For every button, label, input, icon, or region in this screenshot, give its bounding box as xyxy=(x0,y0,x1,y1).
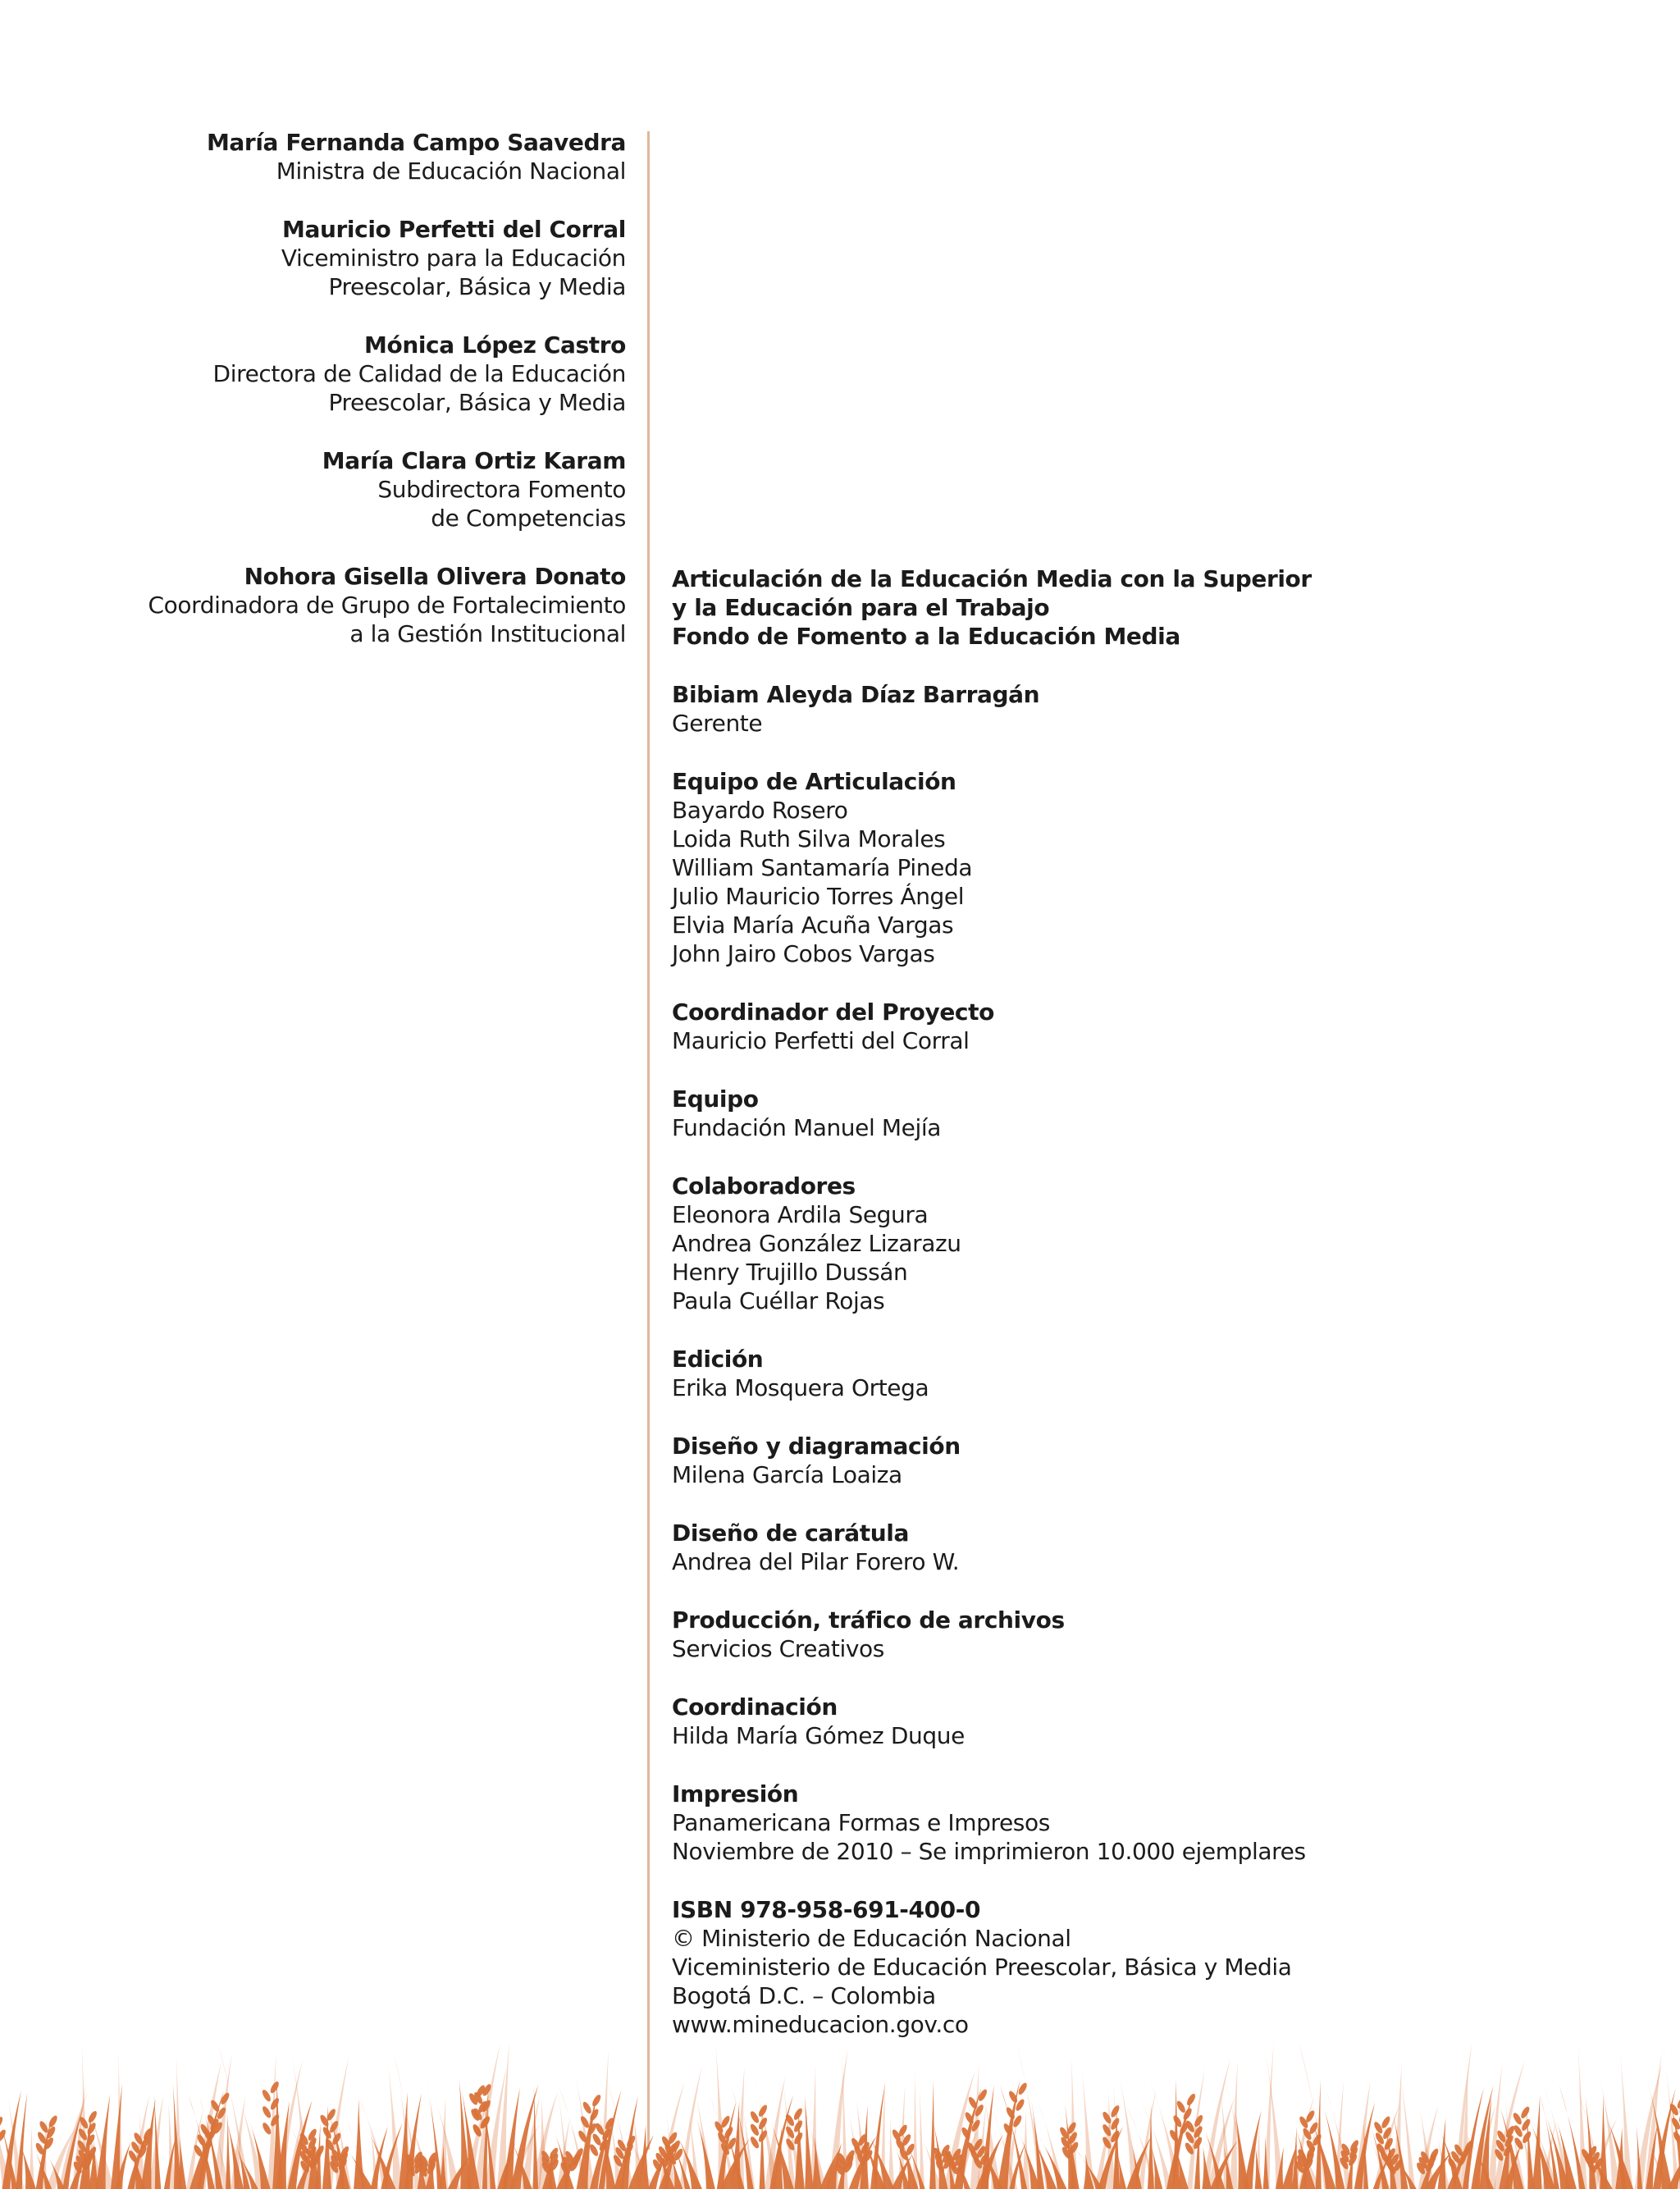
grass-seed xyxy=(792,2107,804,2121)
credit-section xyxy=(672,767,1640,968)
credit-line: Bayardo Rosero xyxy=(672,797,848,824)
credit-section xyxy=(672,1345,1640,1402)
grass-seed xyxy=(1519,2105,1531,2119)
official-role: Directora de Calidad de la Educación xyxy=(212,360,626,387)
credit-line: Milena García Loaiza xyxy=(672,1461,902,1488)
credit-line: Gerente xyxy=(672,710,763,737)
grass-blade xyxy=(795,2108,805,2189)
official-role: Coordinadora de Grupo de Fortalecimiento xyxy=(148,592,626,619)
credit-section xyxy=(672,1606,1640,1663)
credit-line: Mauricio Perfetti del Corral xyxy=(672,1027,970,1054)
official-role: Subdirectora Fomento xyxy=(377,476,626,503)
grass-seed xyxy=(1017,2082,1029,2095)
grass-blade xyxy=(1148,2104,1154,2189)
grass-seed xyxy=(1185,2092,1197,2106)
grass-seed xyxy=(1176,2100,1187,2114)
grass-seed xyxy=(1520,2118,1532,2132)
credit-heading: Diseño de carátula xyxy=(672,1520,910,1547)
project-title xyxy=(672,564,1640,651)
official-entry xyxy=(74,128,626,185)
grass-seed xyxy=(0,2103,2,2117)
grass-decoration xyxy=(0,2035,1680,2189)
credit-line: Paula Cuéllar Rojas xyxy=(672,1287,885,1314)
grass-seed xyxy=(1676,2095,1680,2109)
grass-seed xyxy=(749,2110,760,2124)
credit-section xyxy=(672,998,1640,1055)
official-role: Viceministro para la Educación xyxy=(281,244,626,272)
credit-section xyxy=(672,680,1640,738)
credit-heading: Coordinación xyxy=(672,1693,838,1721)
grass-blade xyxy=(639,2125,650,2189)
official-name: Mónica López Castro xyxy=(364,331,626,359)
credit-heading: Colaboradores xyxy=(672,1172,856,1200)
grass-blade xyxy=(388,2065,402,2189)
credit-line: John Jairo Cobos Vargas xyxy=(672,940,935,967)
credit-line: Andrea González Lizarazu xyxy=(672,1230,961,1257)
grass-seed xyxy=(87,2109,98,2123)
credit-line: Bogotá D.C. – Colombia xyxy=(672,1982,936,2009)
official-entry xyxy=(74,446,626,532)
credit-line: Julio Mauricio Torres Ángel xyxy=(672,883,965,910)
grass-blade xyxy=(929,2080,936,2189)
credit-heading: ISBN 978-958-691-400-0 xyxy=(672,1896,981,1923)
official-name: María Fernanda Campo Saavedra xyxy=(206,129,626,156)
grass-blade xyxy=(1230,2059,1238,2189)
official-entry xyxy=(74,215,626,301)
official-entry xyxy=(74,331,626,417)
project-title-line: Articulación de la Educación Media con la Superior xyxy=(672,565,1312,592)
credit-line: Hilda María Gómez Duque xyxy=(672,1722,965,1749)
grass-seed xyxy=(749,2136,760,2150)
credit-heading: Bibiam Aleyda Díaz Barragán xyxy=(672,681,1040,708)
grass-blade xyxy=(760,2104,765,2189)
grass-blade xyxy=(1585,2095,1596,2189)
credits-column xyxy=(672,564,1640,2068)
official-entry xyxy=(74,562,626,648)
grass-seed xyxy=(1193,2114,1204,2127)
credit-section xyxy=(672,1519,1640,1576)
grass-seed xyxy=(269,2114,281,2127)
credit-line: Henry Trujillo Dussán xyxy=(672,1259,908,1286)
credit-line: Noviembre de 2010 – Se imprimieron 10.000 ejemplares xyxy=(672,1838,1306,1865)
grass-seed xyxy=(757,2116,769,2130)
official-name: Nohora Gisella Olivera Donato xyxy=(244,563,626,590)
credit-heading: Impresión xyxy=(672,1780,799,1807)
official-role: Preescolar, Básica y Media xyxy=(328,389,626,416)
grass-seed xyxy=(0,2116,4,2130)
official-role: a la Gestión Institucional xyxy=(349,620,626,647)
official-name: Mauricio Perfetti del Corral xyxy=(282,216,626,243)
credit-heading: Equipo de Articulación xyxy=(672,768,956,795)
credit-heading: Edición xyxy=(672,1346,764,1373)
credit-line: William Santamaría Pineda xyxy=(672,854,973,881)
credit-section xyxy=(672,1085,1640,1142)
grass-seed xyxy=(1513,2124,1524,2138)
project-title-line: Fondo de Fomento a la Educación Media xyxy=(672,623,1180,650)
credit-section xyxy=(672,1895,1640,2039)
project-title-line: y la Educación para el Trabajo xyxy=(672,594,1050,621)
credit-section xyxy=(672,1693,1640,1750)
official-role: Ministra de Educación Nacional xyxy=(276,158,626,185)
credit-line: Elvia María Acuña Vargas xyxy=(672,912,954,939)
credit-section xyxy=(672,1780,1640,1866)
grass-seed xyxy=(749,2123,760,2136)
credit-line: Eleonora Ardila Segura xyxy=(672,1201,929,1228)
credit-line: Loida Ruth Silva Morales xyxy=(672,825,946,852)
grass-seed xyxy=(1171,2114,1183,2128)
credit-section xyxy=(672,1432,1640,1489)
grass-seed xyxy=(0,2128,7,2142)
official-role: Preescolar, Básica y Media xyxy=(328,273,626,300)
officials-column xyxy=(74,128,626,678)
credit-line: Erika Mosquera Ortega xyxy=(672,1374,929,1401)
credit-heading: Coordinador del Proyecto xyxy=(672,999,994,1026)
credit-line: © Ministerio de Educación Nacional xyxy=(672,1925,1071,1952)
grass-seed xyxy=(1512,2112,1523,2126)
official-role: de Competencias xyxy=(431,505,626,532)
credit-line: Servicios Creativos xyxy=(672,1635,884,1662)
credit-line: Andrea del Pilar Forero W. xyxy=(672,1548,960,1575)
credit-line: www.mineducacion.gov.co xyxy=(672,2011,969,2038)
grass-blade xyxy=(920,2087,924,2189)
credit-heading: Producción, tráfico de archivos xyxy=(672,1606,1065,1634)
grass-seed xyxy=(582,2100,593,2114)
credit-section xyxy=(672,1172,1640,1315)
grass-blade xyxy=(1532,2095,1542,2189)
grass-blade xyxy=(226,2114,231,2189)
credit-line: Fundación Manuel Mejía xyxy=(672,1114,941,1141)
credit-heading: Diseño y diagramación xyxy=(672,1433,961,1460)
column-divider xyxy=(647,131,650,2150)
grass-seed xyxy=(591,2094,602,2108)
credit-line: Panamericana Formas e Impresos xyxy=(672,1809,1050,1836)
credit-heading: Equipo xyxy=(672,1085,759,1113)
official-name: María Clara Ortiz Karam xyxy=(322,447,626,474)
credit-line: Viceministerio de Educación Preescolar, Básica y Media xyxy=(672,1954,1292,1981)
grass-seed xyxy=(48,2114,59,2128)
